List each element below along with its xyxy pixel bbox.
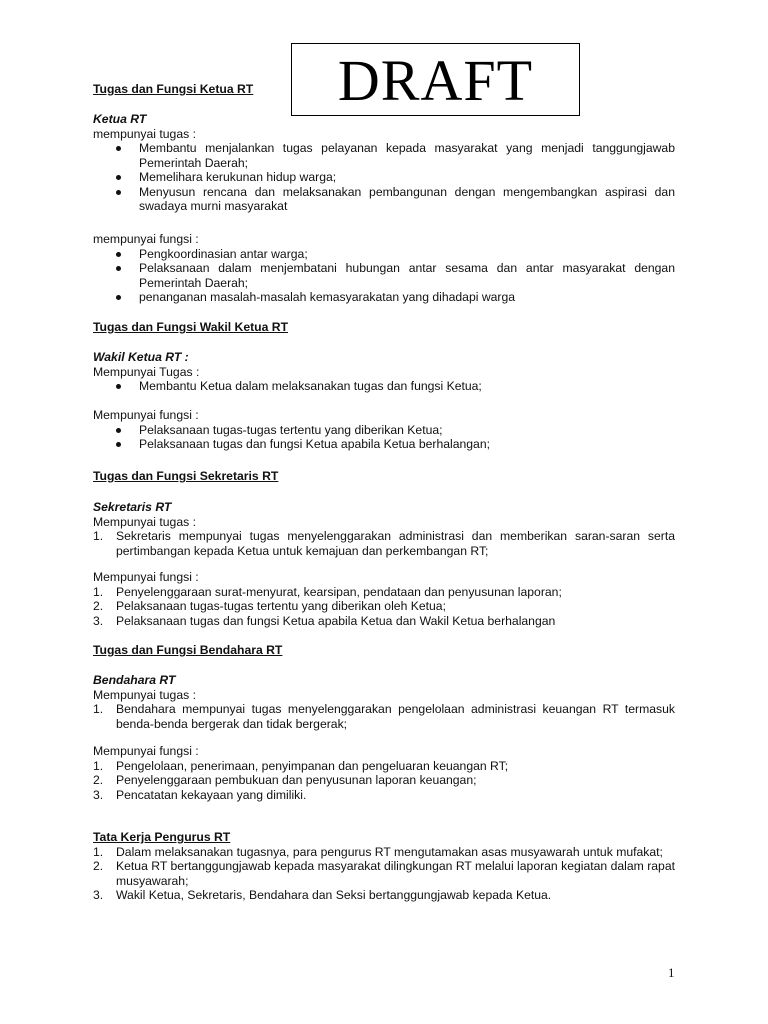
bendahara-fungsi-section [93,744,675,802]
list-item: Membantu menjalankan tugas pelayanan kepada masyarakat yang menjadi tanggungjawab Pemerintah Daerah; [93,141,675,170]
list-item [93,845,675,860]
sekretaris-title-block [93,469,675,484]
sekretaris-fungsi-section [93,570,675,628]
item-number: 1. [93,758,104,773]
item-number: 1. [93,584,104,599]
ketua-section [93,112,675,214]
bendahara-fungsi-list [93,759,675,803]
bendahara-tugas-label: Mempunyai tugas : [93,687,196,702]
list-item [93,788,675,803]
list-item [93,888,675,903]
item-number: 1. [93,702,104,716]
item-text: Ketua RT bertanggungjawab kepada masyarakat dilingkungan RT melalui laporan kegiatan dalam rapat musyawarah; [116,859,675,888]
item-text: Pelaksanaan tugas dan fungsi Ketua apabila Ketua dan Wakil Ketua berhalangan [116,613,556,628]
wakil-fungsi-label: Mempunyai fungsi : [93,408,199,422]
list-item [93,599,675,614]
section-title-tata-kerja: Tata Kerja Pengurus RT [93,830,231,844]
bendahara-tugas-list [93,702,675,731]
list-item [93,859,675,888]
ketua-tugas-label: mempunyai tugas : [93,126,196,141]
wakil-title-block [93,320,675,335]
bendahara-title-block [93,643,675,658]
item-text: Penyelenggaraan pembukuan dan penyusunan laporan keuangan; [116,773,477,787]
wakil-fungsi-section [93,408,675,452]
list-item: Pelaksanaan tugas-tugas tertentu yang diberikan Ketua; [93,423,675,438]
list-item [93,773,675,788]
item-number: 2. [93,859,104,873]
item-text: Penyelenggaraan surat-menyurat, kearsipan, pendataan dan penyusunan laporan; [116,584,562,599]
list-item: Pengkoordinasian antar warga; [93,247,675,262]
item-number: 1. [93,844,104,859]
item-text: Wakil Ketua, Sekretaris, Bendahara dan Seksi bertanggungjawab kepada Ketua. [116,888,552,902]
list-item: Memelihara kerukunan hidup warga; [93,170,675,185]
ketua-title-block [93,82,675,97]
page-number: 1 [668,965,675,980]
bendahara-fungsi-label: Mempunyai fungsi : [93,744,199,758]
list-item: Pelaksanaan tugas dan fungsi Ketua apabila Ketua berhalangan; [93,437,675,452]
tata-kerja-list [93,845,675,903]
item-text: Pencatatan kekayaan yang dimiliki. [116,787,307,802]
list-item [93,529,675,558]
section-title-ketua: Tugas dan Fungsi Ketua RT [93,82,254,96]
item-text: Sekretaris mempunyai tugas menyelenggarakan administrasi dan memberikan saran-saran serta pertimbangan kepada Ketua untuk kemajuan dan perkembangan RT; [116,529,675,558]
item-text: Pelaksanaan tugas-tugas tertentu yang diberikan oleh Ketua; [116,599,446,613]
list-item: Pelaksanaan dalam menjembatani hubungan antar sesama dan antar masyarakat dengan Pemerintah Daerah; [93,261,675,290]
tata-kerja-section [93,830,675,903]
wakil-fungsi-list [93,423,675,452]
subheading-ketua: Ketua RT [93,112,147,126]
item-number: 3. [93,787,104,802]
list-item: Menyusun rencana dan melaksanakan pembangunan dengan mengembangkan aspirasi dan swadaya murni masyarakat [93,185,675,214]
list-item [93,585,675,600]
list-item [93,702,675,731]
draft-stamp: DRAFT [291,43,580,116]
list-item: penanganan masalah-masalah kemasyarakatan yang dihadapi warga [93,290,675,305]
sekretaris-tugas-label: Mempunyai tugas : [93,514,196,529]
ketua-fungsi-label: mempunyai fungsi : [93,232,199,246]
bendahara-section [93,673,675,731]
list-item [93,614,675,629]
item-number: 2. [93,773,104,787]
sekretaris-fungsi-label: Mempunyai fungsi : [93,570,199,584]
sekretaris-tugas-list [93,529,675,558]
item-text: Bendahara mempunyai tugas menyelenggarakan pengelolaan administrasi keuangan RT termasuk benda-benda bergerak dan tidak bergerak; [116,702,675,731]
item-text: Dalam melaksanakan tugasnya, para pengurus RT mengutamakan asas musyawarah untuk mufakat; [116,844,663,859]
ketua-fungsi-list [93,247,675,305]
wakil-tugas-list [93,379,675,394]
section-title-sekretaris: Tugas dan Fungsi Sekretaris RT [93,469,279,483]
wakil-section [93,350,675,394]
list-item: Membantu Ketua dalam melaksanakan tugas dan fungsi Ketua; [93,379,675,394]
ketua-tugas-list [93,141,675,214]
item-number: 2. [93,599,104,613]
subheading-sekretaris: Sekretaris RT [93,500,172,514]
section-title-bendahara: Tugas dan Fungsi Bendahara RT [93,643,283,657]
section-title-wakil: Tugas dan Fungsi Wakil Ketua RT [93,320,289,334]
sekretaris-section [93,500,675,558]
item-number: 1. [93,529,104,543]
ketua-fungsi-section [93,232,675,305]
item-number: 3. [93,888,104,902]
list-item [93,759,675,774]
subheading-wakil: Wakil Ketua RT : [93,350,189,364]
item-text: Pengelolaan, penerimaan, penyimpanan dan pengeluaran keuangan RT; [116,758,509,773]
wakil-tugas-label: Mempunyai Tugas : [93,364,200,379]
item-number: 3. [93,613,104,628]
subheading-bendahara: Bendahara RT [93,673,176,687]
sekretaris-fungsi-list [93,585,675,629]
